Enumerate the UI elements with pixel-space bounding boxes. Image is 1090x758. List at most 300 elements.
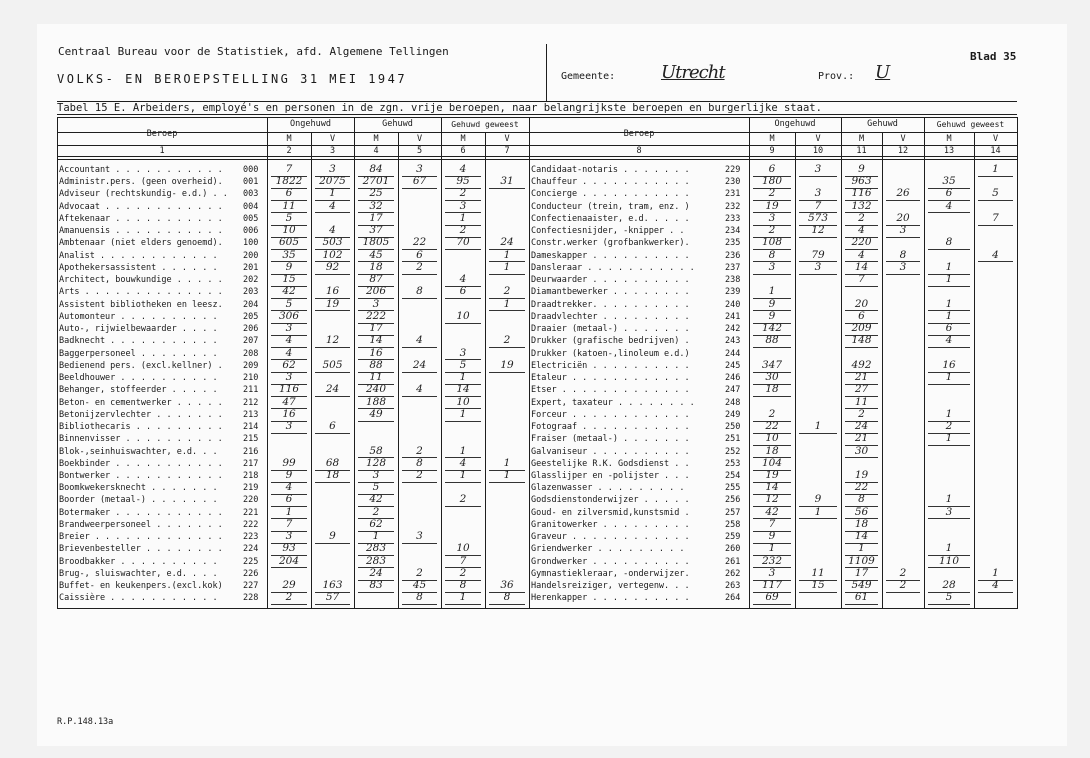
count-value: 9 [285, 260, 293, 273]
count-value: 573 [807, 211, 829, 224]
count-value: 4 [992, 579, 999, 592]
count-value: 3 [285, 420, 293, 433]
count-underline [489, 274, 525, 275]
count-value: 17 [854, 566, 869, 579]
count-underline [315, 604, 350, 605]
occupation-code: 242 [725, 324, 741, 335]
count-value: 1 [503, 297, 511, 310]
count-value: 3 [416, 530, 423, 543]
count-value: 3 [372, 469, 380, 481]
count-value: 1 [285, 505, 293, 518]
count-value: 18 [325, 469, 340, 481]
occupation-code: 212 [243, 397, 259, 408]
count-underline [402, 396, 437, 397]
occupation-code: 207 [243, 336, 259, 347]
count-value: 1 [945, 273, 953, 286]
count-value: 3 [814, 187, 822, 200]
occupation-code: 222 [243, 519, 259, 530]
count-value: 19 [765, 199, 779, 212]
count-underline [978, 176, 1013, 177]
right-column-number: 9 [769, 146, 775, 156]
count-value: 28 [942, 579, 956, 592]
occupation-label: Candidaat-notaris . . . . . . . [531, 165, 690, 175]
count-value: 117 [761, 579, 783, 592]
count-value: 3 [899, 224, 907, 237]
left-gehuwd-geweest-header: Gehuwd geweest [451, 120, 519, 129]
count-value: 7 [992, 211, 999, 224]
left-m-subheader: M [460, 134, 466, 144]
count-value: 116 [278, 383, 300, 396]
right-column-number: 8 [636, 146, 642, 156]
count-value: 1 [945, 309, 953, 322]
count-value: 35 [942, 175, 956, 188]
occupation-code: 204 [243, 299, 259, 310]
left-v-subheader: V [504, 134, 510, 144]
count-value: 62 [369, 517, 383, 530]
gemeente-value: Utrecht [661, 62, 725, 83]
count-underline [489, 310, 525, 311]
occupation-label: Electriciën . . . . . . . . . . [531, 360, 690, 371]
count-value: 5 [285, 297, 293, 310]
count-value: 2 [459, 566, 467, 579]
occupation-label: Baggerpersoneel . . . . . . . . [59, 348, 218, 359]
left-beroep-header: Beroep [146, 129, 178, 139]
count-underline [928, 212, 970, 213]
count-value: 9 [768, 309, 776, 322]
count-value: 2 [858, 407, 865, 420]
count-value: 1 [329, 187, 336, 200]
center-divider [529, 117, 530, 608]
occupation-code: 261 [725, 556, 741, 567]
count-underline [315, 274, 350, 275]
count-value: 3 [285, 371, 293, 384]
count-underline [445, 482, 481, 483]
count-value: 9 [814, 493, 822, 506]
count-value: 3 [768, 260, 776, 273]
count-underline [753, 274, 791, 275]
count-value: 1 [945, 493, 953, 506]
left-column-number: 1 [159, 146, 165, 156]
count-underline [845, 604, 878, 605]
count-underline [886, 274, 920, 275]
count-underline [928, 567, 970, 568]
count-value: 14 [854, 530, 869, 543]
occupation-label: Badknecht . . . . . . . . . . . [59, 336, 218, 347]
count-value: 2 [899, 579, 907, 592]
count-value: 26 [896, 187, 910, 200]
count-value: 93 [282, 542, 296, 555]
count-value: 42 [765, 505, 779, 518]
table-left-border [57, 117, 58, 609]
occupation-code: 225 [243, 556, 259, 567]
count-value: 204 [278, 554, 300, 567]
count-underline [928, 347, 970, 348]
count-value: 8 [768, 248, 776, 261]
province-value: U [875, 62, 891, 83]
count-value: 70 [456, 236, 470, 249]
count-underline [753, 604, 791, 605]
count-value: 142 [761, 322, 783, 335]
count-value: 58 [369, 444, 383, 457]
count-value: 99 [282, 456, 296, 469]
count-value: 79 [811, 248, 825, 261]
left-column-number: 5 [416, 146, 423, 156]
count-value: 188 [365, 395, 387, 408]
occupation-label: Glazenwasser . . . . . . . . . [531, 483, 685, 494]
count-value: 2 [459, 493, 467, 506]
table-title-rule [57, 114, 1017, 115]
count-value: 18 [765, 383, 779, 396]
occupation-code: 220 [243, 495, 259, 506]
count-value: 4 [459, 163, 467, 175]
occupation-label: Herenkapper . . . . . . . . . . [531, 593, 690, 604]
count-value: 1822 [275, 175, 303, 188]
count-value: 1 [992, 566, 999, 579]
count-value: 4 [459, 273, 467, 286]
count-value: 6 [459, 285, 467, 298]
count-value: 24 [854, 420, 869, 433]
count-value: 57 [325, 591, 340, 604]
occupation-code: 208 [243, 348, 259, 359]
count-value: 47 [282, 395, 296, 408]
count-value: 4 [329, 199, 336, 212]
count-value: 9 [858, 163, 865, 175]
count-value: 8 [899, 248, 907, 261]
occupation-label: Griendwerker . . . . . . . . . [531, 544, 685, 555]
occupation-code: 259 [725, 532, 741, 543]
column-line [882, 132, 883, 608]
occupation-label: Brievenbesteller . . . . . . . . [59, 544, 223, 555]
count-value: 6 [285, 187, 293, 200]
occupation-code: 234 [725, 226, 741, 237]
occupation-code: 232 [725, 201, 741, 212]
count-value: 110 [938, 554, 960, 567]
occupation-code: 241 [725, 311, 741, 322]
count-underline [402, 274, 437, 275]
occupation-code: 254 [725, 471, 741, 481]
left-m-subheader: M [286, 134, 292, 144]
count-value: 5 [372, 481, 380, 494]
right-gehuwd-geweest-header: Gehuwd geweest [936, 120, 1005, 129]
count-value: 5 [459, 358, 467, 371]
occupation-label: Confectiesnijder, -knipper . . [531, 226, 685, 237]
count-value: 104 [761, 456, 783, 469]
count-value: 7 [768, 517, 776, 530]
count-value: 4 [285, 334, 293, 347]
count-value: 16 [942, 358, 956, 371]
count-value: 16 [282, 407, 296, 420]
occupation-label: Graveur . . . . . . . . . . . . [531, 532, 690, 543]
occupation-label: Auto-, rijwielbewaarder . . . . [59, 324, 218, 335]
count-value: 7 [814, 199, 822, 212]
count-value: 35 [282, 248, 296, 261]
occupation-code: 230 [725, 177, 741, 188]
count-value: 18 [854, 517, 869, 530]
count-value: 2 [285, 591, 293, 604]
count-value: 283 [365, 542, 387, 555]
count-underline [886, 237, 920, 238]
count-value: 6 [768, 163, 776, 175]
count-value: 2 [416, 469, 423, 481]
count-underline [799, 274, 837, 275]
count-underline [799, 592, 837, 593]
count-value: 4 [285, 346, 293, 359]
province-label: Prov.: [818, 71, 855, 82]
count-value: 222 [365, 309, 387, 322]
count-value: 116 [851, 187, 872, 200]
occupation-label: Aftekenaar . . . . . . . . . . . [59, 213, 223, 224]
count-value: 8 [416, 591, 423, 604]
occupation-code: 235 [725, 238, 741, 249]
count-value: 45 [369, 248, 383, 261]
count-underline [489, 482, 525, 483]
count-underline [489, 604, 525, 605]
count-value: 12 [765, 493, 779, 506]
occupation-code: 223 [243, 532, 259, 543]
count-value: 10 [456, 309, 470, 322]
count-value: 1 [945, 432, 953, 445]
occupation-code: 243 [725, 336, 741, 347]
count-value: 6 [858, 309, 865, 322]
count-underline [928, 249, 970, 250]
count-underline [978, 225, 1013, 226]
count-value: 7 [858, 273, 865, 286]
count-value: 19 [325, 297, 340, 310]
occupation-label: Administr.pers. (geen overheid). [59, 177, 223, 188]
count-value: 88 [765, 334, 779, 347]
count-value: 24 [412, 358, 427, 371]
count-value: 10 [456, 542, 470, 555]
count-value: 1 [459, 407, 467, 420]
count-value: 1109 [848, 554, 875, 567]
count-value: 17 [369, 211, 383, 224]
occupation-label: Analist . . . . . . . . . . . . [59, 250, 218, 261]
table-bottom-rule [57, 608, 1017, 609]
count-underline [271, 433, 307, 434]
form-title: VOLKS- EN BEROEPSTELLING 31 MEI 1947 [57, 72, 408, 86]
occupation-label: Confectienaaister, e.d. . . . . [531, 213, 690, 224]
count-value: 2 [416, 566, 423, 579]
count-underline [928, 604, 970, 605]
count-value: 11 [854, 395, 869, 408]
occupation-code: 201 [243, 262, 259, 273]
count-value: 87 [369, 273, 383, 286]
count-underline [315, 433, 350, 434]
count-underline [845, 347, 878, 348]
occupation-label: Automonteur . . . . . . . . . . [59, 311, 218, 322]
left-gehuwd-header: Gehuwd [382, 119, 413, 129]
count-underline [315, 396, 350, 397]
count-value: 1 [503, 260, 511, 273]
left-ongehuwd-header: Ongehuwd [290, 119, 331, 129]
count-value: 29 [282, 579, 296, 592]
occupation-code: 224 [243, 544, 259, 555]
count-value: 49 [369, 407, 383, 420]
right-v-subheader: V [900, 134, 906, 144]
occupation-code: 249 [725, 409, 741, 420]
count-value: 31 [500, 175, 514, 188]
count-value: 10 [282, 224, 296, 237]
count-value: 22 [854, 481, 869, 494]
header-rule [57, 101, 1017, 102]
count-underline [402, 347, 437, 348]
count-value: 56 [854, 505, 869, 518]
occupation-code: 245 [725, 360, 741, 371]
occupation-code: 206 [243, 324, 259, 335]
count-value: 1 [459, 211, 467, 224]
occupation-label: Amanuensis . . . . . . . . . . . [59, 226, 223, 237]
occupation-code: 210 [243, 373, 259, 384]
count-value: 3 [329, 163, 336, 175]
mv-header-rule [57, 145, 1017, 146]
count-underline [489, 372, 525, 373]
count-value: 605 [278, 236, 300, 249]
count-value: 21 [854, 432, 869, 445]
occupation-label: Glasslijper en -polijster . . . [531, 471, 690, 481]
gemeente-label: Gemeente: [561, 71, 616, 82]
count-value: 42 [369, 493, 383, 506]
occupation-label: Caissière . . . . . . . . . . . [59, 593, 218, 604]
count-value: 1 [858, 542, 865, 555]
occupation-label: Boomkwekersknecht . . . . . . . [59, 483, 218, 494]
count-value: 20 [854, 297, 869, 310]
occupation-label: Beton- en cementwerker . . . . . [59, 397, 223, 408]
count-value: 3 [459, 199, 467, 212]
count-value: 232 [761, 554, 783, 567]
count-value: 1 [945, 260, 953, 273]
number-row-rule [57, 159, 1017, 160]
count-value: 19 [854, 469, 869, 481]
occupation-code: 226 [243, 568, 259, 579]
count-value: 16 [369, 346, 383, 359]
count-underline [445, 421, 481, 422]
occupation-label: Etaleur . . . . . . . . . . . . [531, 373, 690, 384]
occupation-code: 006 [243, 226, 259, 237]
occupation-label: Bibliothecaris . . . . . . . . . [59, 422, 223, 433]
occupation-label: Diamantbewerker . . . . . . . . [531, 287, 690, 298]
count-value: 1 [459, 444, 467, 457]
count-value: 11 [282, 199, 296, 212]
occupation-code: 205 [243, 311, 259, 322]
occupation-code: 239 [725, 287, 741, 298]
occupation-code: 229 [725, 165, 741, 175]
occupation-label: Buffet- en keukenpers.(excl.kok) [59, 581, 223, 592]
count-underline [886, 200, 920, 201]
right-column-number: 14 [990, 146, 1001, 156]
count-underline [978, 200, 1013, 201]
count-value: 11 [811, 566, 825, 579]
count-value: 4 [992, 248, 999, 261]
occupation-label: Geestelijke R.K. Godsdienst . . [531, 458, 690, 469]
count-value: 4 [416, 334, 423, 347]
occupation-label: Assistent bibliotheken en leesz. [59, 299, 223, 310]
count-value: 6 [416, 248, 423, 261]
count-value: 12 [325, 334, 340, 347]
count-value: 180 [761, 175, 783, 188]
count-value: 5 [992, 187, 999, 200]
number-row-rule [57, 156, 1017, 157]
count-value: 17 [369, 322, 383, 335]
count-value: 1 [814, 420, 822, 433]
count-value: 6 [945, 187, 953, 200]
occupation-label: Concierge . . . . . . . . . . . [531, 189, 690, 200]
count-value: 88 [369, 358, 383, 371]
table-top-rule [57, 117, 1017, 118]
count-underline [489, 188, 525, 189]
occupation-label: Grondwerker . . . . . . . . . . [531, 556, 690, 567]
count-underline [928, 384, 970, 385]
count-underline [445, 323, 481, 324]
left-column-number: 6 [460, 146, 466, 156]
count-value: 1 [503, 456, 511, 469]
occupation-label: Binnenvisser . . . . . . . . . . [59, 434, 223, 445]
occupation-label: Drukker (grafische bedrijven) . [531, 336, 690, 347]
count-value: 4 [285, 481, 293, 494]
occupation-code: 228 [243, 593, 259, 604]
count-value: 1 [768, 285, 776, 298]
left-column-number: 4 [373, 146, 379, 156]
count-value: 206 [365, 285, 387, 298]
occupation-label: Botermaker . . . . . . . . . . . [59, 507, 223, 518]
count-value: 68 [325, 456, 340, 469]
count-value: 3 [768, 211, 776, 224]
occupation-code: 250 [725, 422, 741, 433]
count-value: 1 [459, 371, 467, 384]
count-value: 209 [851, 322, 872, 335]
right-m-subheader: M [858, 134, 865, 144]
occupation-label: Bontwerker . . . . . . . . . . . [59, 471, 223, 481]
occupation-label: Architect, bouwkundige . . . . . [59, 275, 223, 286]
occupation-code: 100 [243, 238, 259, 249]
count-value: 16 [325, 285, 340, 298]
count-value: 963 [851, 175, 872, 188]
form-code: R.P.148.13a [57, 717, 114, 727]
count-value: 36 [500, 579, 514, 592]
count-underline [928, 445, 970, 446]
occupation-code: 238 [725, 275, 741, 286]
occupation-code: 240 [725, 299, 741, 310]
count-value: 42 [282, 285, 296, 298]
occupation-code: 003 [243, 189, 259, 200]
count-value: 3 [945, 505, 953, 518]
occupation-code: 001 [243, 177, 259, 188]
count-value: 2 [372, 505, 380, 518]
count-underline [445, 298, 481, 299]
occupation-code: 211 [243, 385, 259, 396]
count-value: 83 [369, 579, 383, 592]
occupation-code: 233 [725, 213, 741, 224]
count-value: 19 [765, 469, 779, 481]
occupation-label: Dansleraar . . . . . . . . . . . [531, 262, 695, 273]
occupation-label: Deurwaarder . . . . . . . . . . [531, 275, 690, 286]
count-value: 37 [369, 224, 383, 237]
count-value: 69 [765, 591, 779, 604]
count-underline [402, 482, 437, 483]
count-underline [845, 286, 878, 287]
occupation-code: 227 [243, 581, 259, 592]
right-column-number: 13 [943, 146, 955, 156]
occupation-code: 236 [725, 250, 741, 261]
count-value: 2 [416, 260, 423, 273]
occupation-code: 203 [243, 287, 259, 298]
count-underline [928, 518, 970, 519]
left-column-number: 2 [286, 146, 292, 156]
table-right-border [1017, 117, 1018, 609]
count-value: 4 [416, 383, 423, 396]
count-underline [402, 188, 437, 189]
count-value: 7 [459, 554, 467, 567]
count-underline [753, 347, 791, 348]
